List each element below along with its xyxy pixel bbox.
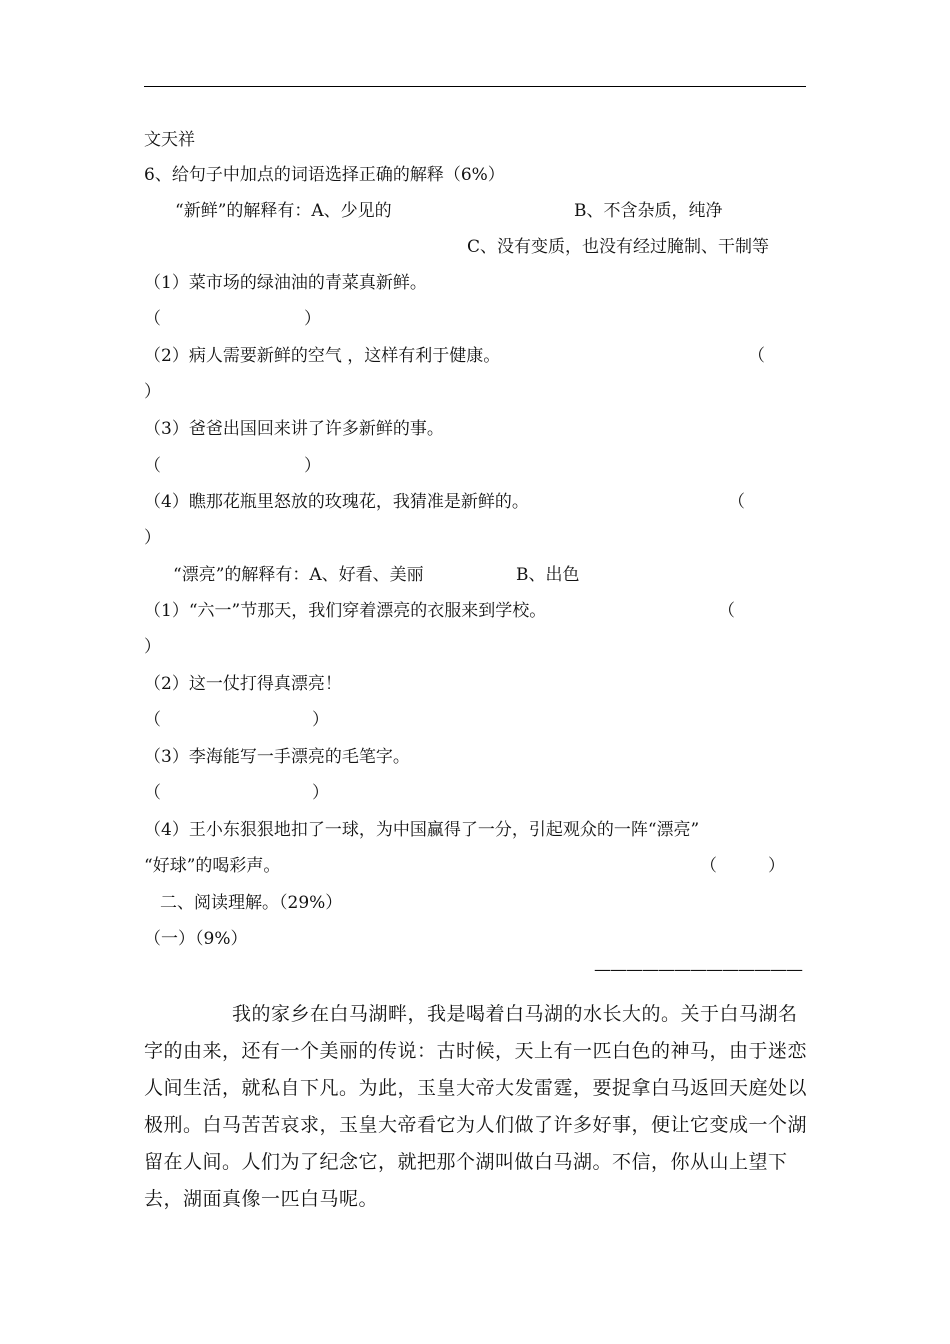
answer-paren-close: ）: [304, 456, 321, 476]
xinxian-item-3: （3）爸爸出国回来讲了许多新鲜的事。: [144, 419, 444, 439]
section-2-sub-1: （一）（9%）: [144, 929, 248, 949]
section-2-title: 二、阅读理解。（29%）: [160, 893, 343, 913]
question-6-title: 6、给句子中加点的词语选择正确的解释（6%）: [144, 165, 505, 185]
answer-paren-close: ）: [144, 382, 161, 402]
answer-paren-open: （: [144, 710, 161, 730]
header-rule: [144, 86, 806, 87]
answer-paren-open: （: [144, 309, 161, 329]
reading-passage-text: 我的家乡在白马湖畔，我是喝着白马湖的水长大的。关于白马湖名字的由来，还有一个美丽的传说：古时候，天上有一匹白色的神马，由于迷恋人间生活，就私自下凡。为此，玉皇大帝大发雷霆，要捉拿白马返回天庭处以极刑。白马苦苦哀求，玉皇大帝看它为人们做了许多好事，便让它变成一个湖留在人间。人们为了纪念它，就把那个湖叫做白马湖。不信，你从山上望下去，湖面真像一匹白马呢。: [144, 1003, 808, 1210]
xinxian-item-1: （1）菜市场的绿油油的青菜真新鲜。: [144, 273, 427, 293]
answer-paren-close: ）: [312, 710, 329, 730]
xinxian-option-c: C、没有变质，也没有经过腌制、干制等: [467, 237, 770, 257]
piaoliang-intro: “漂亮”的解释有：A、好看、美丽: [173, 565, 424, 585]
answer-paren-close: ）: [144, 637, 161, 657]
xinxian-item-4: （4）瞧那花瓶里怒放的玫瑰花，我猜准是新鲜的。: [144, 492, 529, 512]
xinxian-intro: “新鲜”的解释有：A、少见的: [175, 201, 392, 221]
xinxian-item-2: （2）病人需要新鲜的空气 ，这样有利于健康。: [144, 346, 501, 366]
answer-paren-open: （: [144, 456, 161, 476]
answer-paren-close: ）: [304, 309, 321, 329]
piaoliang-item-4-line-1: （4）王小东狠狠地扣了一球，为中国赢得了一分，引起观众的一阵“漂亮”: [144, 820, 700, 840]
piaoliang-option-b: B、出色: [516, 565, 580, 585]
piaoliang-item-3: （3）李海能写一手漂亮的毛笔字。: [144, 747, 410, 767]
reading-passage: [144, 996, 808, 1218]
piaoliang-item-4-line-2: “好球”的喝彩声。: [144, 856, 281, 876]
answer-paren-open: （: [748, 346, 765, 366]
answer-paren-open: （: [728, 492, 745, 512]
answer-paren-open: （: [718, 601, 735, 621]
answer-paren-close: ）: [144, 528, 161, 548]
author-name: 文天祥: [144, 130, 195, 150]
answer-paren-open: （: [144, 783, 161, 803]
answer-paren-close: ）: [312, 783, 329, 803]
piaoliang-item-1: （1）“六一”节那天，我们穿着漂亮的衣服来到学校。: [144, 601, 547, 621]
piaoliang-item-2: （2）这一仗打得真漂亮！: [144, 674, 342, 694]
answer-paren-pair: （ ）: [700, 856, 785, 876]
passage-title-blank: —————————————: [594, 960, 802, 980]
xinxian-option-b: B、不含杂质，纯净: [574, 201, 723, 221]
